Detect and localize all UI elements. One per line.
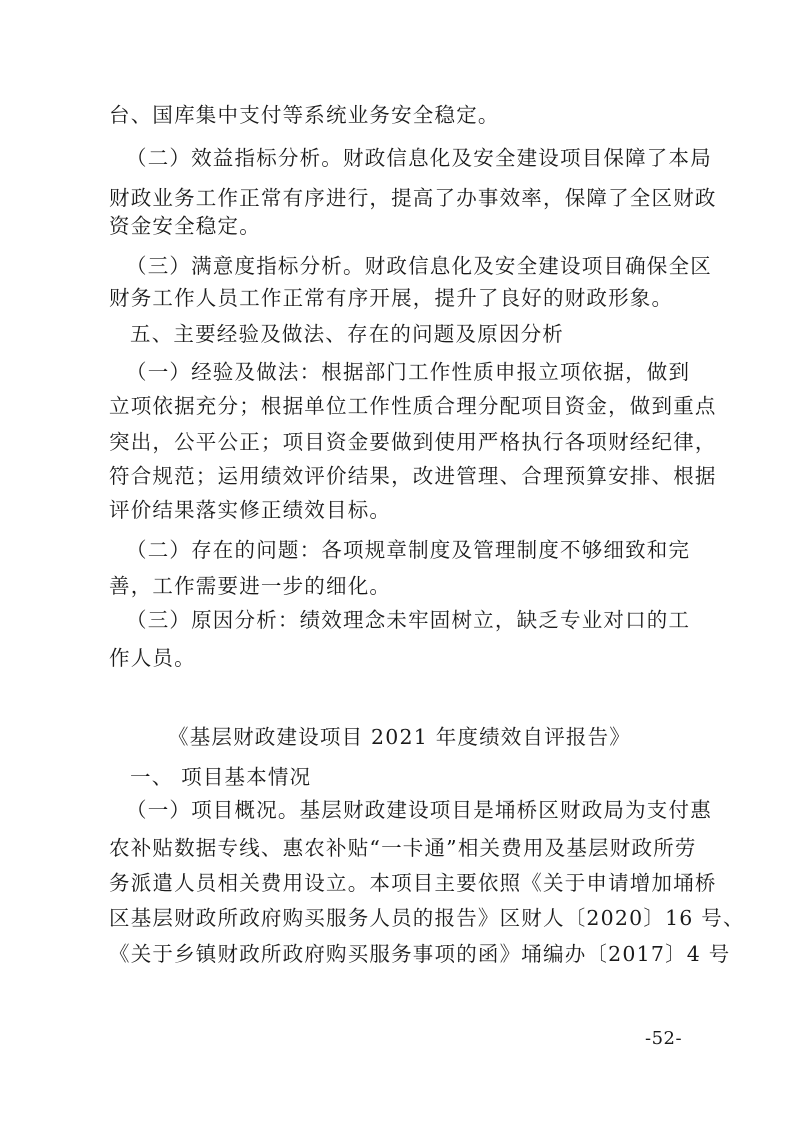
- text-line: 农补贴数据专线、惠农补贴“一卡通”相关费用及基层财政所劳: [109, 836, 697, 860]
- text-line: 财政业务工作正常有序进行，提高了办事效率，保障了全区财政: [109, 186, 717, 210]
- text-line: 台、国库集中支付等系统业务安全稳定。: [109, 103, 500, 127]
- text-line: 善，工作需要进一步的细化。: [109, 574, 392, 598]
- text-line: 突出，公平公正；项目资金要做到使用严格执行各项财经纪律，: [109, 430, 717, 454]
- text-line: （一）项目概况。基层财政建设项目是埇桥区财政局为支付惠: [126, 798, 712, 822]
- text-line: （二）存在的问题：各项规章制度及管理制度不够细致和完: [126, 538, 691, 562]
- text-line: 符合规范；运用绩效评价结果，改进管理、合理预算安排、根据: [109, 464, 717, 488]
- text-line: 财务工作人员工作正常有序开展，提升了良好的财政形象。: [109, 286, 674, 310]
- text-line: （二）效益指标分析。财政信息化及安全建设项目保障了本局: [126, 146, 712, 170]
- text-line: 《关于乡镇财政所政府购买服务事项的函》埇编办〔2017〕4 号: [109, 942, 731, 966]
- text-line: 资金安全稳定。: [109, 214, 261, 238]
- text-line: （一）经验及做法：根据部门工作性质申报立项依据，做到: [126, 360, 691, 384]
- text-line: （三）满意度指标分析。财政信息化及安全建设项目确保全区: [126, 254, 712, 278]
- text-line: 务派遣人员相关费用设立。本项目主要依照《关于申请增加埇桥: [109, 871, 717, 895]
- text-line: 评价结果落实修正绩效目标。: [109, 498, 392, 522]
- text-line: 区基层财政所政府购买服务人员的报告》区财人〔2020〕16 号、: [109, 906, 745, 930]
- text-line: 作人员。: [109, 646, 196, 670]
- text-line: （三）原因分析：绩效理念未牢固树立，缺乏专业对口的工: [126, 608, 691, 632]
- section-heading: 一、 项目基本情况: [130, 765, 312, 789]
- page-number: -52-: [645, 1028, 683, 1049]
- text-line: 立项依据充分；根据单位工作性质合理分配项目资金，做到重点: [109, 394, 717, 418]
- report-title: 《基层财政建设项目 2021 年度绩效自评报告》: [168, 725, 632, 749]
- section-heading: 五、主要经验及做法、存在的问题及原因分析: [130, 322, 564, 346]
